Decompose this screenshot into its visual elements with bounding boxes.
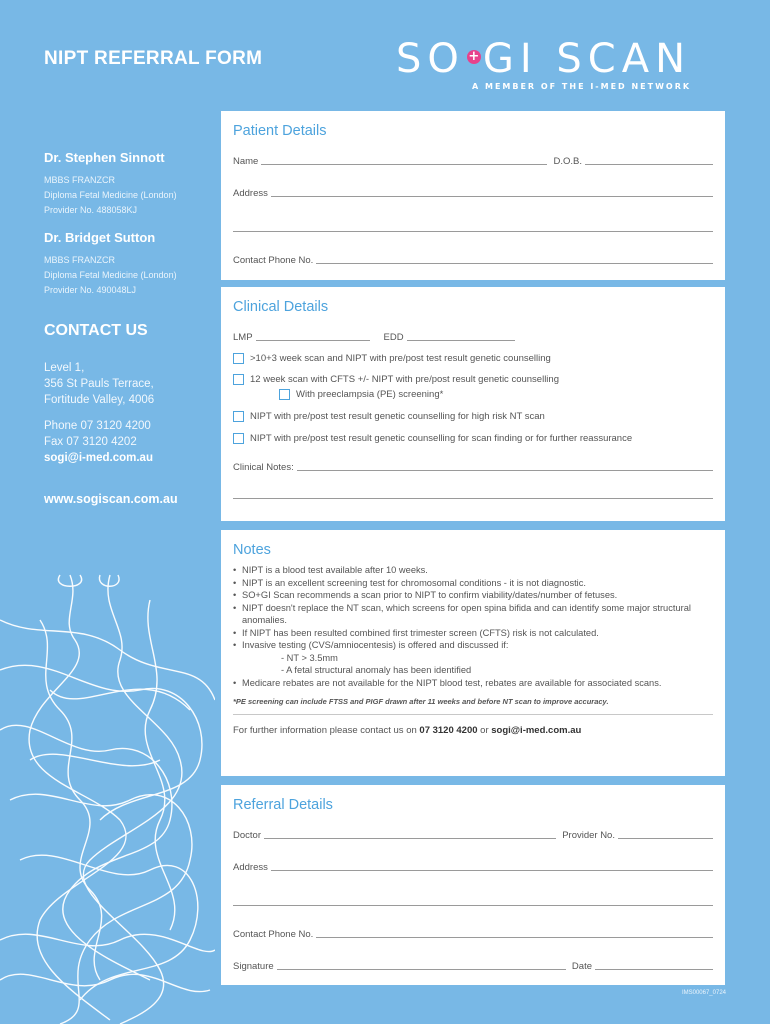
option-12-week-scan[interactable]	[233, 374, 713, 385]
doctor-block	[44, 230, 219, 298]
decorative-line-art	[0, 560, 215, 1024]
list-item: • NIPT is an excellent screening test for chromosomal conditions - it is not diagnostic.	[233, 577, 713, 590]
list-item: • Invasive testing (CVS/amniocentesis) is offered and discussed if:	[233, 639, 713, 652]
name-label: Name	[233, 156, 259, 167]
contact-phone-row	[233, 252, 713, 266]
website-link[interactable]: www.sogiscan.com.au	[44, 492, 178, 506]
referral-details-panel	[221, 785, 725, 985]
address-field-line-2[interactable]	[233, 230, 713, 232]
contact-email-link[interactable]: sogi@i-med.com.au	[44, 452, 153, 464]
doctor-label: Doctor	[233, 830, 261, 841]
further-info-line	[233, 725, 713, 736]
doctor-field[interactable]	[264, 838, 556, 839]
option-label: With preeclampsia (PE) screening*	[296, 389, 444, 400]
divider	[233, 714, 713, 715]
list-item: • If NIPT has been resulted combined first trimester screen (CFTS) risk is not calculated.	[233, 627, 713, 640]
option-label: NIPT with pre/post test result genetic counselling for high risk NT scan	[250, 411, 545, 422]
option-high-risk-nt[interactable]	[233, 411, 713, 422]
contact-phone-label: Contact Phone No.	[233, 255, 314, 266]
address-row	[233, 185, 713, 199]
doctor-qualification: MBBS FRANZCR	[44, 255, 116, 265]
doctor-diploma: Diploma Fetal Medicine (London)	[44, 270, 177, 280]
patient-details-panel	[221, 111, 725, 280]
doctor-provider-no: Provider No. 490048LJ	[44, 285, 137, 295]
notes-title: Notes	[233, 542, 271, 558]
doctor-block	[44, 150, 219, 218]
logo-tagline: A MEMBER OF THE I-MED NETWORK	[472, 82, 692, 91]
contact-phone-field[interactable]	[316, 263, 713, 264]
signature-field[interactable]	[277, 969, 566, 970]
checkbox[interactable]	[279, 389, 290, 400]
pe-screening-note: *PE screening can include FTSS and PIGF drawn after 11 weeks and before NT scan to improve accuracy.	[233, 697, 609, 706]
clinical-notes-field[interactable]	[297, 470, 713, 471]
contact-heading: CONTACT US	[44, 322, 148, 339]
lmp-edd-row	[233, 329, 713, 343]
option-label: NIPT with pre/post test result genetic counselling for scan finding or for further reassurance	[250, 433, 633, 444]
list-item: • Medicare rebates are not available for the NIPT blood test, rebates are available for associated scans.	[233, 677, 713, 690]
logo-plus-icon: +	[468, 49, 480, 64]
checkbox[interactable]	[233, 411, 244, 422]
doctor-name: Dr. Stephen Sinnott	[44, 150, 165, 165]
notes-list	[233, 564, 713, 689]
checkbox[interactable]	[233, 433, 244, 444]
address-label: Address	[233, 188, 268, 199]
address-line: Level 1,	[44, 362, 85, 374]
clinical-notes-line-2[interactable]	[233, 497, 713, 499]
lmp-field[interactable]	[256, 340, 370, 341]
logo-text-right: GI SCAN	[482, 36, 691, 82]
referral-address-row	[233, 859, 713, 873]
edd-field[interactable]	[407, 340, 515, 341]
patient-details-title: Patient Details	[233, 123, 327, 139]
checkbox[interactable]	[233, 374, 244, 385]
option-preeclampsia-screening[interactable]	[279, 389, 713, 400]
provider-field[interactable]	[618, 838, 713, 839]
clinical-details-panel	[221, 287, 725, 521]
info-phone: 07 3120 4200	[419, 725, 478, 736]
doctor-qualification: MBBS FRANZCR	[44, 175, 116, 185]
list-item: - NT > 3.5mm	[281, 652, 338, 663]
address-line: 356 St Pauls Terrace,	[44, 378, 154, 390]
list-item: - A fetal structural anomaly has been identified	[281, 665, 472, 675]
option-10-week-scan[interactable]	[233, 353, 713, 364]
date-label: Date	[571, 961, 592, 972]
option-label: >10+3 week scan and NIPT with pre/post test result genetic counselling	[250, 353, 551, 364]
referral-phone-label: Contact Phone No.	[233, 929, 314, 940]
lmp-label: LMP	[233, 332, 253, 343]
info-email-link[interactable]: sogi@i-med.com.au	[491, 725, 582, 736]
referral-details-title: Referral Details	[233, 797, 333, 813]
referral-phone-field[interactable]	[316, 937, 713, 938]
list-item: • SO+GI Scan recommends a scan prior to NIPT to confirm viability/dates/number of fetuses.	[233, 589, 713, 602]
dob-label: D.O.B.	[553, 156, 582, 167]
referral-address-line-2[interactable]	[233, 904, 713, 906]
checkbox[interactable]	[233, 353, 244, 364]
clinical-details-title: Clinical Details	[233, 299, 329, 315]
sidebar	[44, 150, 219, 506]
referral-phone-row	[233, 926, 713, 940]
doctor-diploma: Diploma Fetal Medicine (London)	[44, 190, 177, 200]
fax-number: Fax 07 3120 4202	[44, 436, 137, 448]
referral-address-field[interactable]	[271, 870, 713, 871]
date-field[interactable]	[595, 969, 713, 970]
edd-label: EDD	[383, 332, 404, 343]
info-or: or	[480, 725, 489, 736]
form-code: IMS00067_0724	[681, 990, 726, 996]
doctor-name: Dr. Bridget Sutton	[44, 230, 156, 245]
provider-label: Provider No.	[562, 830, 615, 841]
clinical-notes-row	[233, 459, 713, 473]
list-item: • NIPT is a blood test available after 10 weeks.	[233, 564, 713, 577]
clinical-notes-label: Clinical Notes:	[233, 462, 294, 473]
notes-panel	[221, 530, 725, 776]
info-prefix: For further information please contact us on	[233, 725, 417, 736]
name-field[interactable]	[261, 164, 547, 165]
doctor-provider-no: Provider No. 488058KJ	[44, 205, 138, 215]
address-field[interactable]	[271, 196, 713, 197]
name-dob-row	[233, 153, 713, 167]
doctor-provider-row	[233, 827, 713, 841]
dob-field[interactable]	[585, 164, 713, 165]
list-item: • NIPT doesn't replace the NT scan, which screens for open spina bifida and can identify some major structural anomalies.	[233, 602, 713, 627]
option-scan-finding[interactable]	[233, 433, 713, 444]
option-label: 12 week scan with CFTS +/- NIPT with pre/post result genetic counselling	[250, 374, 559, 385]
sogi-scan-logo	[396, 36, 736, 91]
phone-number: Phone 07 3120 4200	[44, 420, 151, 432]
signature-label: Signature	[233, 961, 274, 972]
referral-address-label: Address	[233, 862, 268, 873]
address-line: Fortitude Valley, 4006	[44, 394, 155, 406]
signature-date-row	[233, 958, 713, 972]
logo-text-left: SO	[396, 36, 465, 82]
form-title: NIPT REFERRAL FORM	[44, 48, 263, 69]
